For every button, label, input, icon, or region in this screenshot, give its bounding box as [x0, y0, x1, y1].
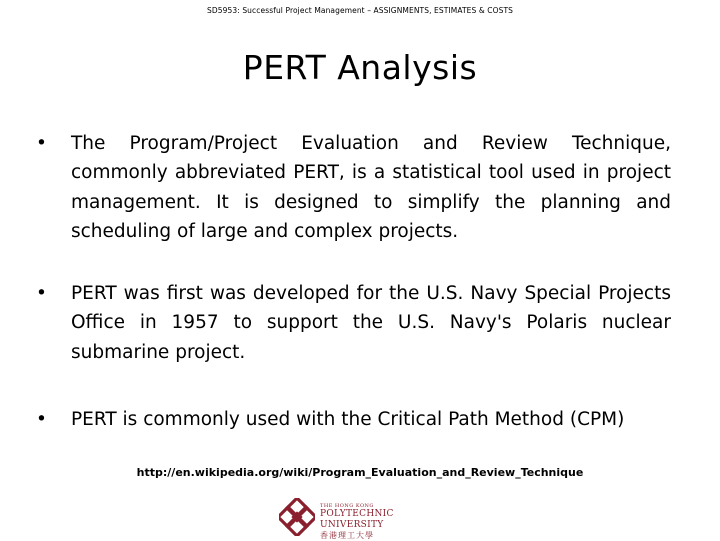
- bullet-list: [36, 129, 671, 450]
- bullet-marker: •: [36, 133, 47, 154]
- bullet-marker: •: [36, 283, 47, 304]
- bullet-item-pert-history: [36, 279, 671, 405]
- bullet-marker: •: [36, 409, 47, 430]
- logo-line-small: THE HONG KONG: [320, 503, 374, 509]
- logo-wordmark: [320, 503, 454, 541]
- university-logo: [279, 498, 454, 538]
- bullet-text: PERT is commonly used with the Critical Path Method (CPM): [71, 409, 625, 430]
- slide-title: PERT Analysis: [242, 48, 478, 87]
- bullet-text: PERT was first was developed for the U.S. Navy Special Projects Office in 1957 to support the U.S. Navy's Polaris nuclear submarine project.: [71, 283, 671, 363]
- bullet-item-pert-definition: [36, 129, 671, 279]
- bullet-item-pert-cpm: [36, 405, 671, 450]
- logo-line-chinese: 香港理工大學: [320, 531, 374, 540]
- source-link[interactable]: http://en.wikipedia.org/wiki/Program_Evaluation_and_Review_Technique: [136, 466, 584, 479]
- logo-line-main: POLYTECHNIC UNIVERSITY: [320, 509, 394, 530]
- course-header: SD5953: Successful Project Management – ASSIGNMENTS, ESTIMATES & COSTS: [206, 6, 514, 15]
- polyu-knot-logo-icon: [279, 498, 315, 536]
- bullet-text: The Program/Project Evaluation and Review Technique, commonly abbreviated PERT, is a statistical tool used in project management. It is designed to simplify the planning and scheduling of large and complex projects.: [71, 133, 671, 242]
